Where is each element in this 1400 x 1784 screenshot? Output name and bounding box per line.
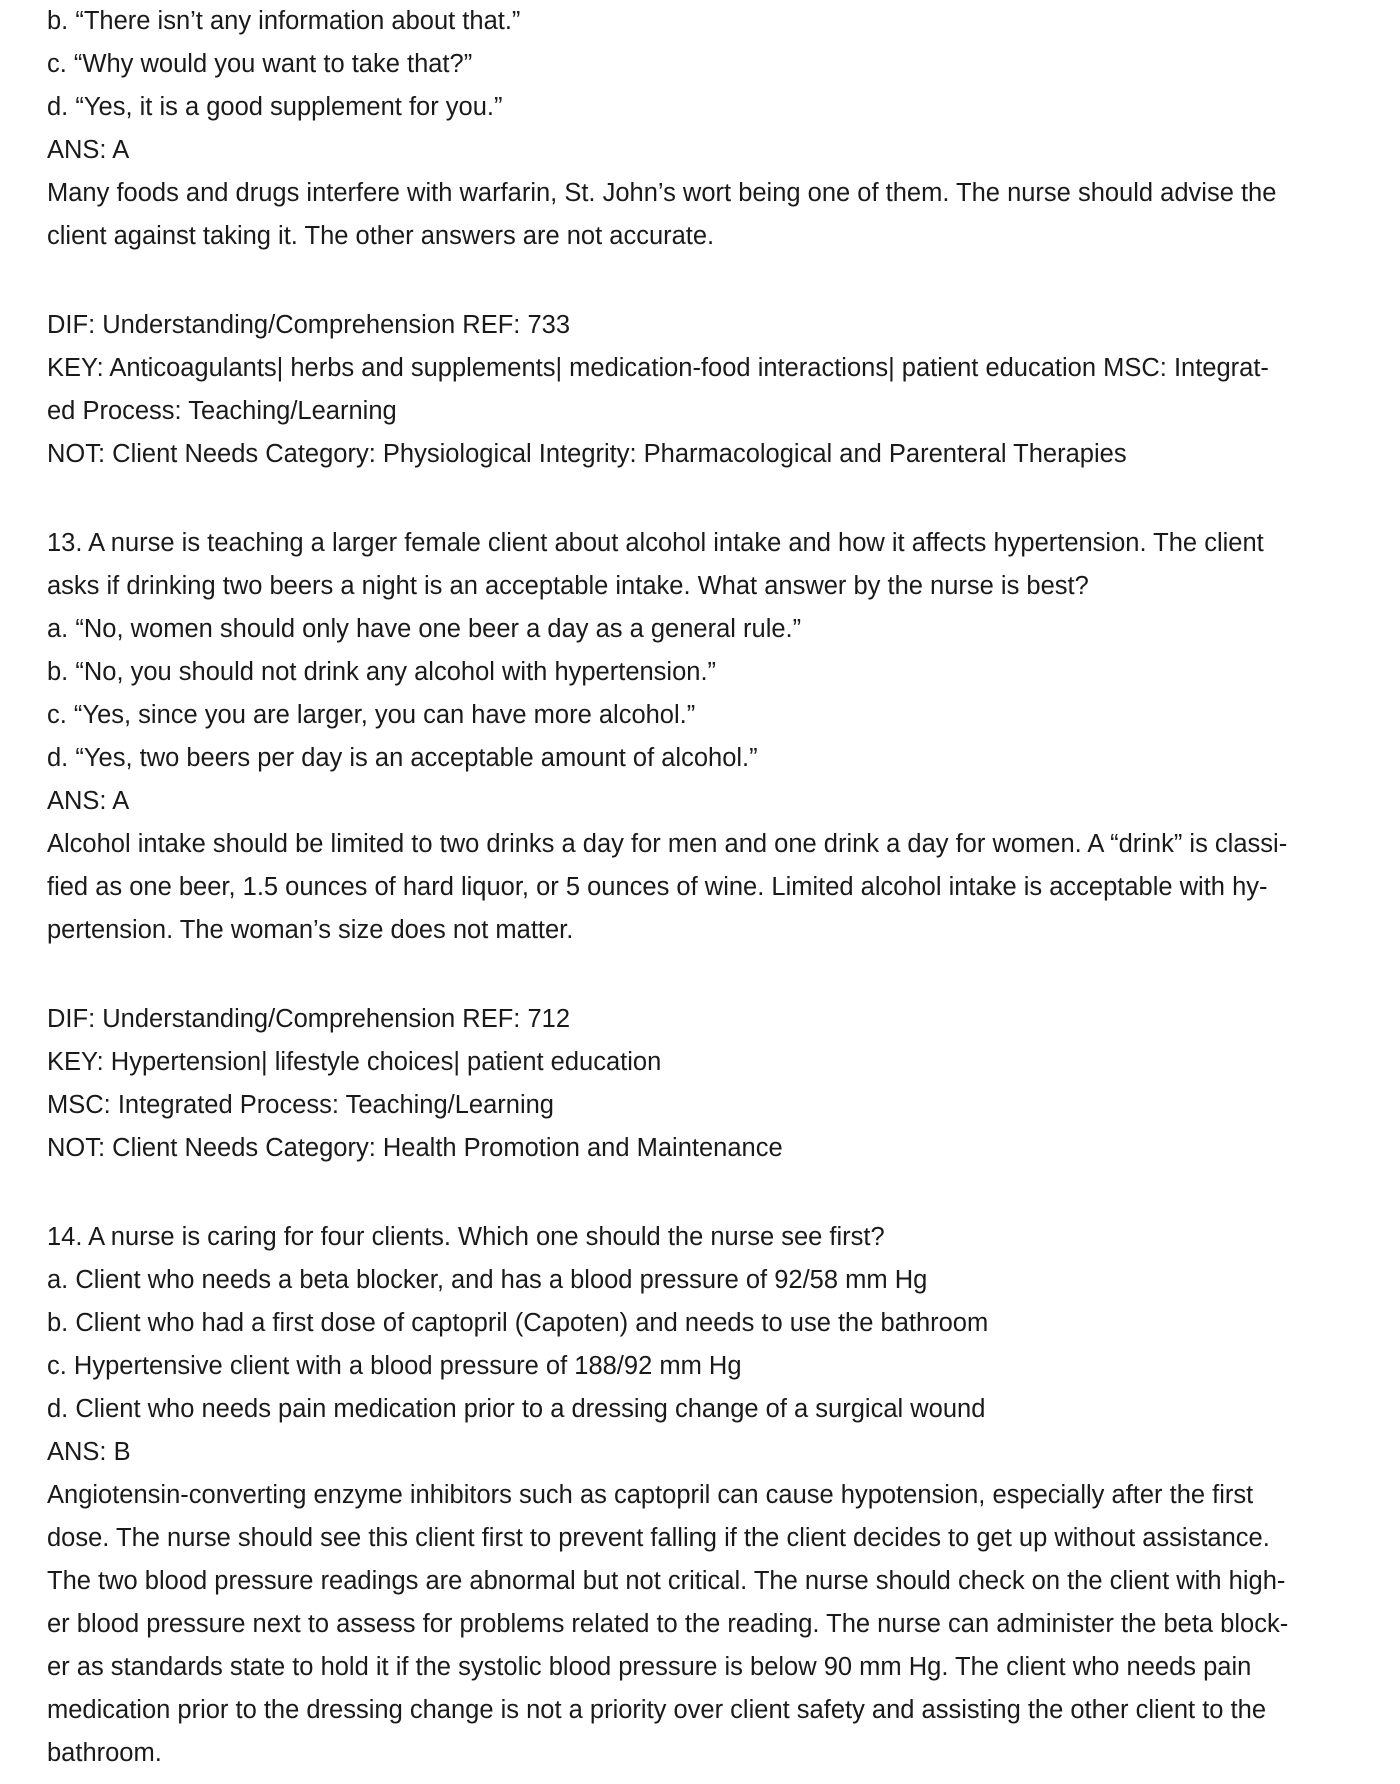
question-13 [47, 522, 1367, 1170]
option-c: c. “Why would you want to take that?” [47, 50, 473, 78]
option-d: d. “Yes, two beers per day is an acceptable amount of alcohol.” [47, 744, 758, 772]
option-b: b. “No, you should not drink any alcohol with hypertension.” [47, 658, 717, 686]
option-d: d. Client who needs pain medication prior to a dressing change of a surgical wound [47, 1395, 986, 1423]
answer: ANS: A [47, 136, 130, 164]
rationale-line: Alcohol intake should be limited to two drinks a day for men and one drink a day for women. A “drink” is classi- [47, 830, 1288, 858]
option-a: a. Client who needs a beta blocker, and has a blood pressure of 92/58 mm Hg [47, 1266, 928, 1294]
document-page [47, 0, 1367, 1775]
rationale-line: pertension. The woman’s size does not matter. [47, 916, 574, 944]
option-b: b. Client who had a first dose of captopril (Capoten) and needs to use the bathroom [47, 1309, 989, 1337]
rationale-line: er as standards state to hold it if the systolic blood pressure is below 90 mm Hg. The client who needs pain [47, 1653, 1252, 1681]
option-b: b. “There isn’t any information about that.” [47, 7, 521, 35]
option-c: c. “Yes, since you are larger, you can have more alcohol.” [47, 701, 696, 729]
rationale-line: er blood pressure next to assess for problems related to the reading. The nurse can administer the beta block- [47, 1610, 1289, 1638]
question-stem: 14. A nurse is caring for four clients. Which one should the nurse see first? [47, 1223, 885, 1251]
answer: ANS: A [47, 787, 130, 815]
question-14 [47, 1216, 1367, 1775]
question-stem: asks if drinking two beers a night is an acceptable intake. What answer by the nurse is best? [47, 572, 1089, 600]
rationale-line: client against taking it. The other answers are not accurate. [47, 222, 715, 250]
option-d: d. “Yes, it is a good supplement for you.” [47, 93, 503, 121]
rationale-line: medication prior to the dressing change is not a priority over client safety and assisting the other client to the [47, 1696, 1266, 1724]
keywords: KEY: Anticoagulants| herbs and supplements| medication-food interactions| patient education MSC: Integrat- [47, 354, 1269, 382]
rationale-line: dose. The nurse should see this client first to prevent falling if the client decides to get up without assistance. [47, 1524, 1270, 1552]
rationale-line: fied as one beer, 1.5 ounces of hard liquor, or 5 ounces of wine. Limited alcohol intake is acceptable with hy- [47, 873, 1268, 901]
rationale-line: bathroom. [47, 1739, 162, 1767]
difficulty-ref: DIF: Understanding/Comprehension REF: 733 [47, 311, 571, 339]
rationale-line: Angiotensin-converting enzyme inhibitors such as captopril can cause hypotension, especially after the first [47, 1481, 1254, 1509]
question-stem: 13. A nurse is teaching a larger female client about alcohol intake and how it affects hypertension. The client [47, 529, 1264, 557]
client-needs: NOT: Client Needs Category: Physiological Integrity: Pharmacological and Parenteral Therapies [47, 440, 1127, 468]
keywords: KEY: Hypertension| lifestyle choices| patient education [47, 1048, 662, 1076]
option-a: a. “No, women should only have one beer a day as a general rule.” [47, 615, 802, 643]
question-12-tail [47, 0, 1367, 476]
rationale-line: Many foods and drugs interfere with warfarin, St. John’s wort being one of them. The nurse should advise the [47, 179, 1277, 207]
difficulty-ref: DIF: Understanding/Comprehension REF: 712 [47, 1005, 571, 1033]
integrated-process: MSC: Integrated Process: Teaching/Learning [47, 1091, 554, 1119]
client-needs: NOT: Client Needs Category: Health Promotion and Maintenance [47, 1134, 783, 1162]
answer: ANS: B [47, 1438, 131, 1466]
keywords-continued: ed Process: Teaching/Learning [47, 397, 397, 425]
rationale-line: The two blood pressure readings are abnormal but not critical. The nurse should check on the client with high- [47, 1567, 1286, 1595]
option-c: c. Hypertensive client with a blood pressure of 188/92 mm Hg [47, 1352, 742, 1380]
